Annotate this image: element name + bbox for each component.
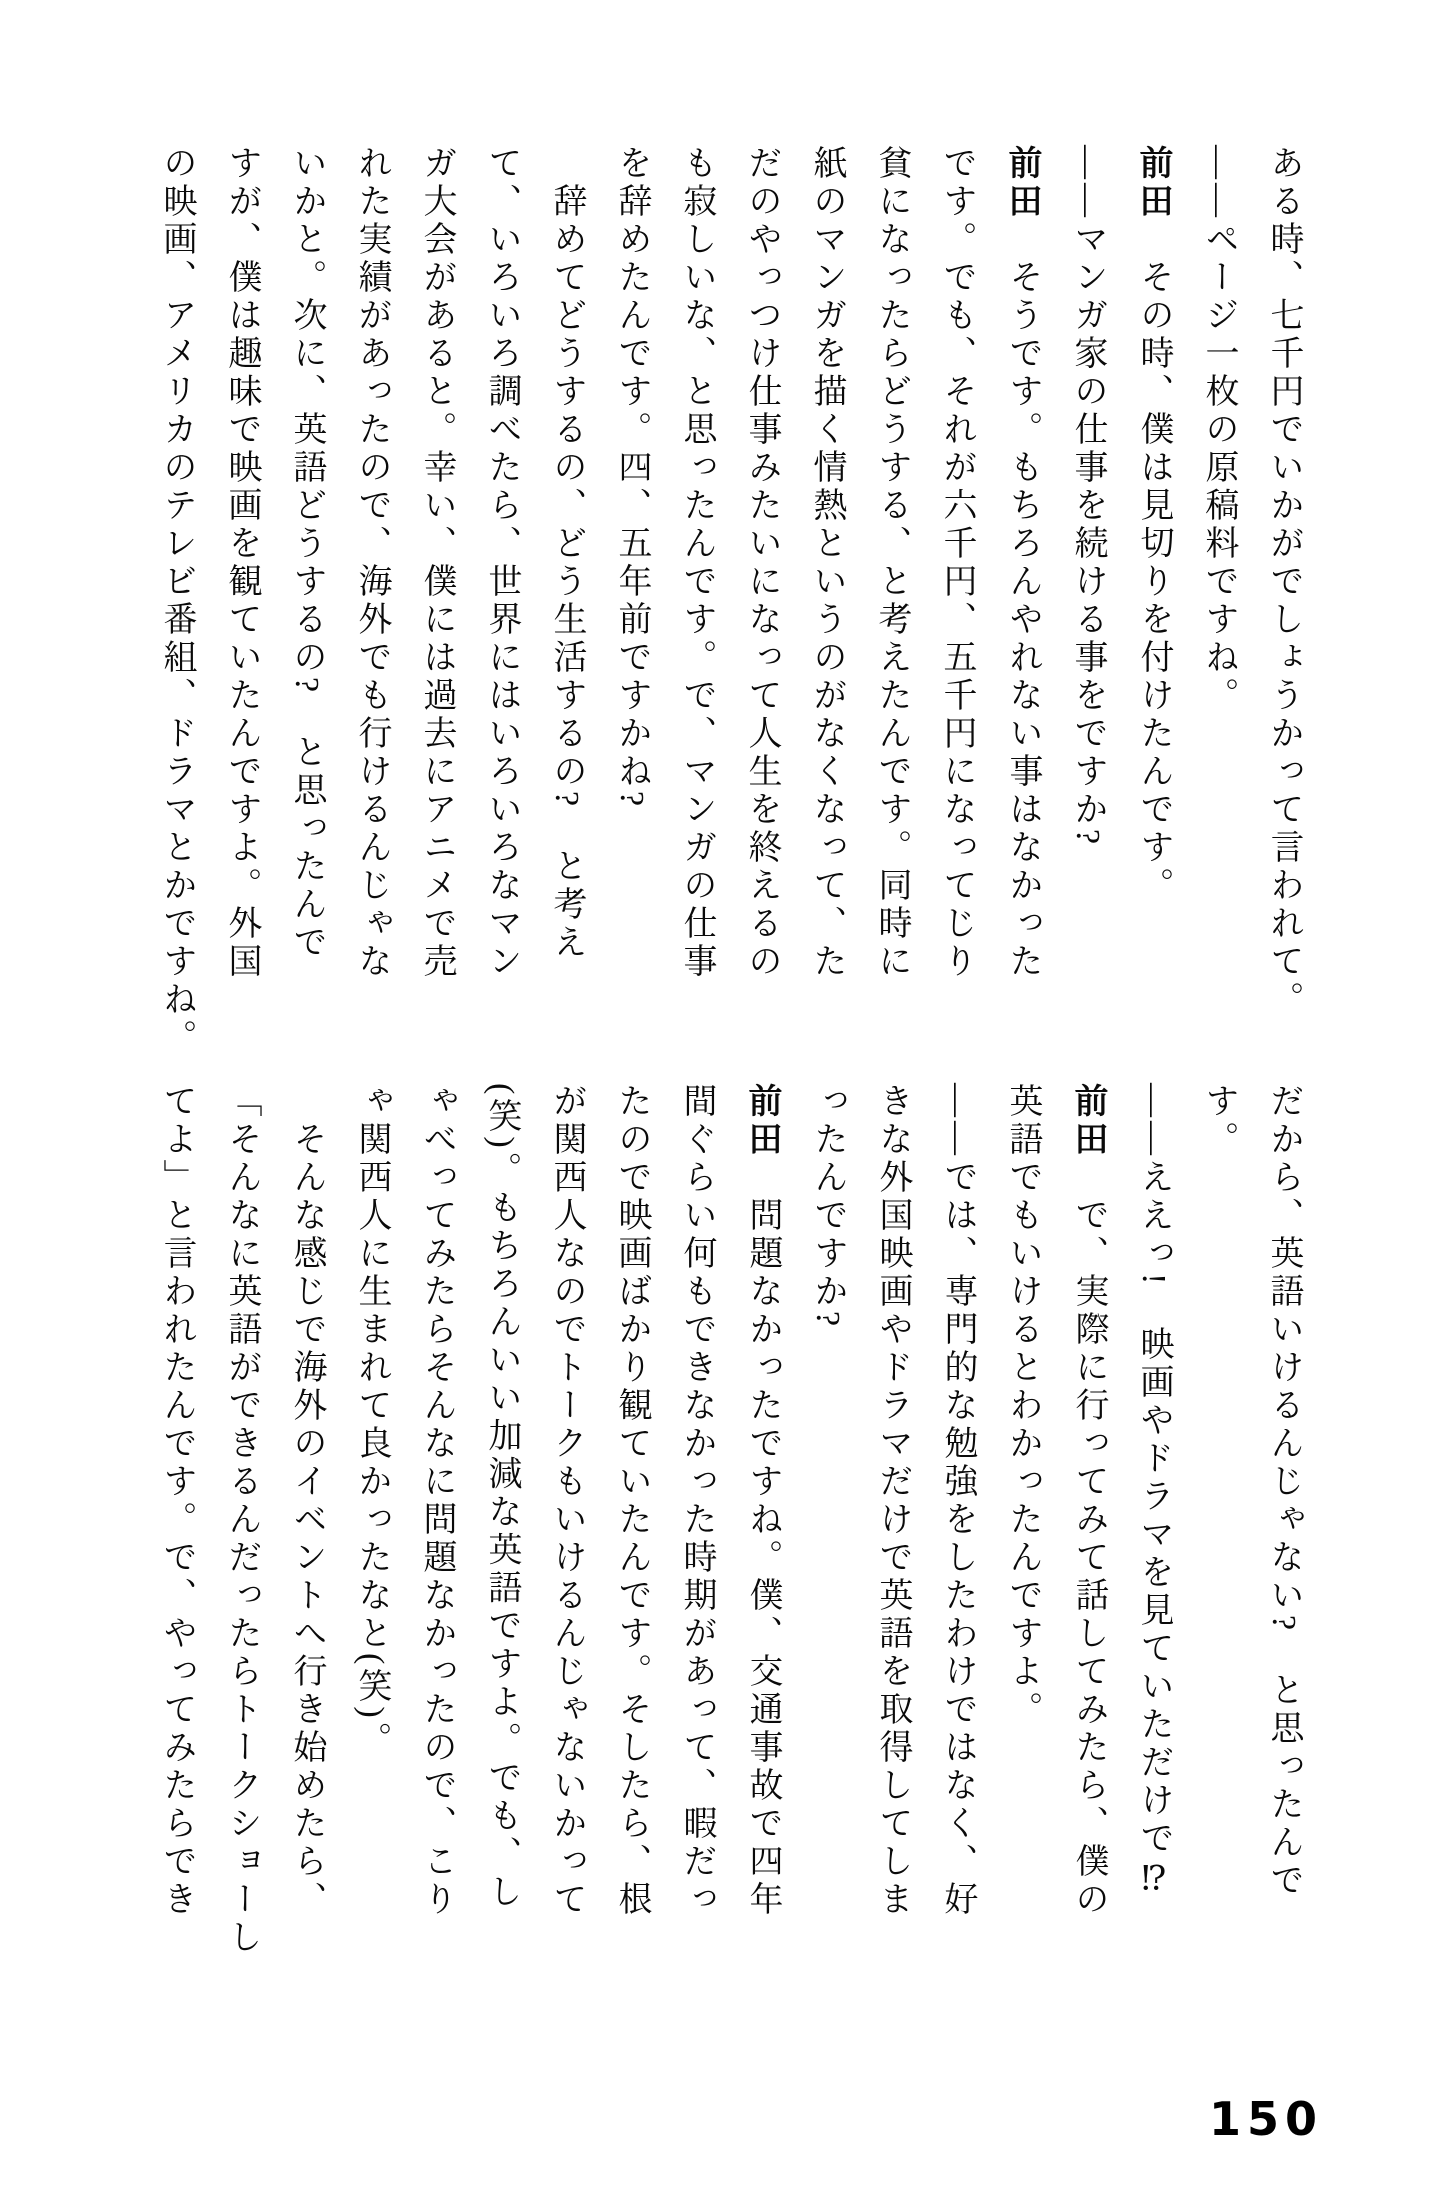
text-column: も寂しいな、と思ったんです。で、マンガの仕事 bbox=[678, 145, 715, 981]
text-column: 前田 問題なかったですね。僕、交通事故で四年 bbox=[743, 1083, 781, 1919]
text-column: ――ページ一枚の原稿料ですね。 bbox=[1200, 145, 1237, 715]
text-column: (笑)。もちろんいい加減な英語ですよ。でも、し bbox=[483, 1083, 520, 1912]
text-column: です。でも、それが六千円、五千円になってじり bbox=[938, 145, 975, 981]
text-column: そんな感じで海外のイベントへ行き始めたら、 bbox=[288, 1121, 325, 1919]
text-column: す。 bbox=[1200, 1083, 1237, 1159]
text-column: 貧になったらどうする、と考えたんです。同時に bbox=[873, 145, 910, 981]
text-column: が関西人なのでトークもいけるんじゃないかって bbox=[548, 1083, 585, 1919]
text-column: 前田 その時、僕は見切りを付けたんです。 bbox=[1134, 145, 1172, 905]
text-column: ガ大会があると。幸い、僕には過去にアニメで売 bbox=[418, 145, 455, 981]
text-column: だから、英語いけるんじゃない? と思ったんで bbox=[1265, 1083, 1302, 1901]
text-column: 「そんなに英語ができるんだったらトークショーし bbox=[223, 1083, 260, 1957]
text-column: たので映画ばかり観ていたんです。そしたら、根 bbox=[613, 1083, 650, 1919]
interview-text-upper-block bbox=[144, 145, 1316, 1070]
speaker-name: 前田 bbox=[1003, 145, 1041, 221]
text-column: を辞めたんです。四、五年前ですかね? bbox=[613, 145, 650, 811]
text-column: 間ぐらい何もできなかった時期があって、暇だっ bbox=[678, 1083, 715, 1919]
text-column: ゃ関西人に生まれて良かったなと(笑)。 bbox=[353, 1083, 390, 1760]
text-column: ある時、七千円でいかがでしょうかって言われて。 bbox=[1265, 145, 1302, 1019]
text-column: れた実績があったので、海外でも行けるんじゃな bbox=[353, 145, 390, 981]
text-column: 辞めてどうするの、どう生活するの? と考え bbox=[548, 183, 585, 963]
text-column: ――ええっ! 映画やドラマを見ていただけで⁉ bbox=[1135, 1083, 1172, 1903]
text-column: 前田 そうです。もちろんやれない事はなかった bbox=[1003, 145, 1041, 981]
text-column: 紙のマンガを描く情熱というのがなくなって、た bbox=[808, 145, 845, 981]
text-column: てよ」と言われたんです。で、やってみたらでき bbox=[158, 1083, 195, 1919]
text-column: ――マンガ家の仕事を続ける事をですか? bbox=[1069, 145, 1106, 849]
text-column: ――では、専門的な勉強をしたわけではなく、好 bbox=[939, 1083, 976, 1919]
text-column: 英語でもいけるとわかったんですよ。 bbox=[1004, 1083, 1041, 1729]
text-column: すが、僕は趣味で映画を観ていたんですよ。外国 bbox=[223, 145, 260, 981]
text-column: ったんですか? bbox=[809, 1083, 846, 1331]
speaker-name: 前田 bbox=[743, 1083, 781, 1159]
text-column: だのやっつけ仕事みたいになって人生を終えるの bbox=[743, 145, 780, 981]
text-column: きな外国映画やドラマだけで英語を取得してしま bbox=[874, 1083, 911, 1919]
text-column: ゃべってみたらそんなに問題なかったので、こり bbox=[418, 1083, 455, 1919]
speaker-name: 前田 bbox=[1069, 1083, 1107, 1159]
speaker-name: 前田 bbox=[1134, 145, 1172, 221]
text-column: 前田 で、実際に行ってみて話してみたら、僕の bbox=[1069, 1083, 1107, 1919]
text-column: て、いろいろ調べたら、世界にはいろいろなマン bbox=[483, 145, 520, 981]
page-number: 150 bbox=[1209, 2092, 1324, 2146]
text-column: の映画、アメリカのテレビ番組、ドラマとかですね。 bbox=[158, 145, 195, 1057]
text-column: いかと。次に、英語どうするの? と思ったんで bbox=[288, 145, 325, 963]
interview-text-lower-block bbox=[144, 1083, 1316, 1957]
